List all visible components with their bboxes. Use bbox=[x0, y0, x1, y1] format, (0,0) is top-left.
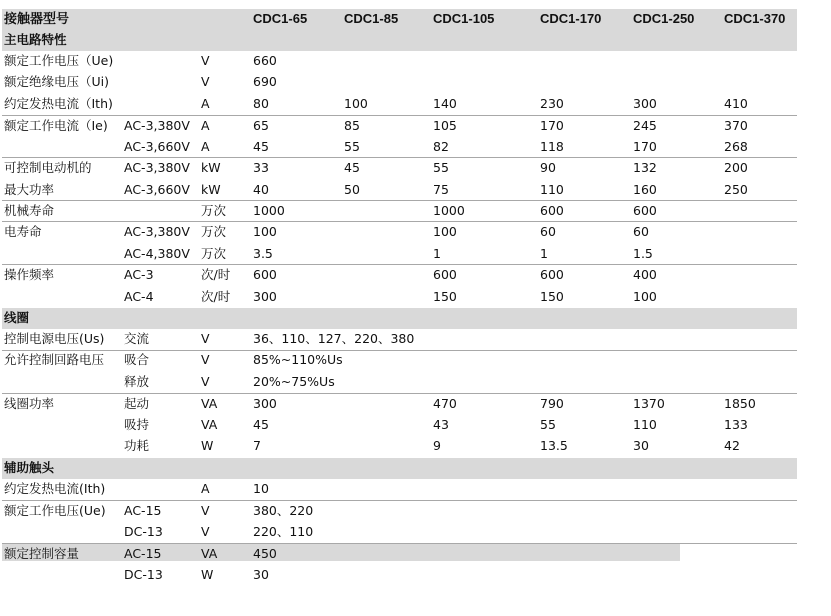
row-divider bbox=[2, 350, 797, 351]
value-cell: 600 bbox=[540, 203, 564, 218]
value-cell: 450 bbox=[253, 546, 277, 561]
value-cell: 30 bbox=[253, 567, 269, 582]
parameter-label: 可控制电动机的 bbox=[4, 160, 92, 175]
unit-label: kW bbox=[201, 182, 221, 197]
value-cell: 1000 bbox=[433, 203, 465, 218]
value-cell: 65 bbox=[253, 118, 269, 133]
parameter-label: 控制电源电压(Us) bbox=[4, 331, 105, 346]
row-divider bbox=[2, 500, 797, 501]
value-cell: 20%~75%Us bbox=[253, 374, 335, 389]
value-cell: 300 bbox=[253, 396, 277, 411]
value-cell: 105 bbox=[433, 118, 457, 133]
condition-label: 交流 bbox=[124, 331, 150, 346]
value-cell: 600 bbox=[253, 267, 277, 282]
value-cell: 1850 bbox=[724, 396, 756, 411]
section-title: 线圈 bbox=[4, 310, 30, 325]
parameter-label: 约定发热电流（Ith) bbox=[4, 96, 113, 111]
value-cell: 13.5 bbox=[540, 438, 568, 453]
value-cell: 45 bbox=[253, 417, 269, 432]
unit-label: V bbox=[201, 524, 210, 539]
value-cell: 85%~110%Us bbox=[253, 352, 343, 367]
unit-label: 次/时 bbox=[201, 267, 231, 282]
section-band bbox=[2, 30, 797, 51]
value-cell: 43 bbox=[433, 417, 449, 432]
value-cell: 250 bbox=[724, 182, 748, 197]
value-cell: 150 bbox=[540, 289, 564, 304]
model-header: CDC1-250 bbox=[633, 11, 695, 26]
value-cell: 220、110 bbox=[253, 524, 314, 539]
value-cell: 75 bbox=[433, 182, 449, 197]
parameter-label: 额定工作电流（Ie) bbox=[4, 118, 108, 133]
value-cell: 790 bbox=[540, 396, 564, 411]
value-cell: 60 bbox=[633, 224, 649, 239]
value-cell: 245 bbox=[633, 118, 657, 133]
value-cell: 170 bbox=[633, 139, 657, 154]
section-title: 主电路特性 bbox=[4, 32, 67, 47]
value-cell: 7 bbox=[253, 438, 261, 453]
value-cell: 690 bbox=[253, 74, 277, 89]
condition-label: AC-15 bbox=[124, 546, 162, 561]
model-header: CDC1-85 bbox=[344, 11, 399, 26]
unit-label: 万次 bbox=[201, 246, 227, 261]
value-cell: 85 bbox=[344, 118, 360, 133]
value-cell: 600 bbox=[633, 203, 657, 218]
unit-label: VA bbox=[201, 546, 218, 561]
unit-label: W bbox=[201, 438, 214, 453]
value-cell: 600 bbox=[433, 267, 457, 282]
condition-label: DC-13 bbox=[124, 567, 163, 582]
row-divider bbox=[2, 115, 797, 116]
unit-label: V bbox=[201, 503, 210, 518]
condition-label: AC-4 bbox=[124, 289, 154, 304]
condition-label: AC-4,380V bbox=[124, 246, 190, 261]
row-divider bbox=[2, 200, 797, 201]
table-title: 接触器型号 bbox=[4, 11, 70, 26]
value-cell: 300 bbox=[633, 96, 657, 111]
value-cell: 30 bbox=[633, 438, 649, 453]
unit-label: V bbox=[201, 352, 210, 367]
unit-label: VA bbox=[201, 417, 218, 432]
value-cell: 200 bbox=[724, 160, 748, 175]
value-cell: 100 bbox=[253, 224, 277, 239]
value-cell: 100 bbox=[433, 224, 457, 239]
value-cell: 132 bbox=[633, 160, 657, 175]
unit-label: A bbox=[201, 118, 210, 133]
value-cell: 140 bbox=[433, 96, 457, 111]
section-title: 辅助触头 bbox=[4, 460, 55, 475]
condition-label: 起动 bbox=[124, 396, 150, 411]
unit-label: 次/时 bbox=[201, 289, 231, 304]
value-cell: 55 bbox=[540, 417, 556, 432]
condition-label: AC-3 bbox=[124, 267, 154, 282]
model-header: CDC1-65 bbox=[253, 11, 308, 26]
unit-label: V bbox=[201, 374, 210, 389]
value-cell: 230 bbox=[540, 96, 564, 111]
value-cell: 10 bbox=[253, 481, 269, 496]
value-cell: 45 bbox=[344, 160, 360, 175]
value-cell: 60 bbox=[540, 224, 556, 239]
unit-label: A bbox=[201, 481, 210, 496]
parameter-label: 额定工作电压（Ue) bbox=[4, 53, 114, 68]
value-cell: 118 bbox=[540, 139, 564, 154]
unit-label: 万次 bbox=[201, 224, 227, 239]
parameter-label: 电寿命 bbox=[4, 224, 42, 239]
value-cell: 82 bbox=[433, 139, 449, 154]
row-band bbox=[2, 544, 680, 561]
value-cell: 410 bbox=[724, 96, 748, 111]
condition-label: AC-3,380V bbox=[124, 224, 190, 239]
value-cell: 1.5 bbox=[633, 246, 653, 261]
unit-label: 万次 bbox=[201, 203, 227, 218]
row-divider bbox=[2, 543, 797, 544]
value-cell: 100 bbox=[344, 96, 368, 111]
condition-label: 吸持 bbox=[124, 417, 150, 432]
model-header: CDC1-105 bbox=[433, 11, 495, 26]
model-header: CDC1-170 bbox=[540, 11, 602, 26]
value-cell: 36、110、127、220、380 bbox=[253, 331, 415, 346]
condition-label: AC-3,660V bbox=[124, 139, 190, 154]
value-cell: 470 bbox=[433, 396, 457, 411]
condition-label: DC-13 bbox=[124, 524, 163, 539]
value-cell: 90 bbox=[540, 160, 556, 175]
unit-label: V bbox=[201, 53, 210, 68]
condition-label: 吸合 bbox=[124, 352, 150, 367]
condition-label: AC-15 bbox=[124, 503, 162, 518]
unit-label: VA bbox=[201, 396, 218, 411]
parameter-label: 额定控制容量 bbox=[4, 546, 80, 561]
value-cell: 110 bbox=[540, 182, 564, 197]
value-cell: 55 bbox=[344, 139, 360, 154]
value-cell: 1 bbox=[433, 246, 441, 261]
row-divider bbox=[2, 157, 797, 158]
value-cell: 380、220 bbox=[253, 503, 314, 518]
row-divider bbox=[2, 221, 797, 222]
value-cell: 1370 bbox=[633, 396, 665, 411]
value-cell: 160 bbox=[633, 182, 657, 197]
value-cell: 660 bbox=[253, 53, 277, 68]
value-cell: 33 bbox=[253, 160, 269, 175]
value-cell: 300 bbox=[253, 289, 277, 304]
parameter-label: 额定工作电压(Ue) bbox=[4, 503, 106, 518]
condition-label: AC-3,380V bbox=[124, 118, 190, 133]
parameter-label: 线圈功率 bbox=[4, 396, 55, 411]
value-cell: 100 bbox=[633, 289, 657, 304]
value-cell: 170 bbox=[540, 118, 564, 133]
parameter-label: 最大功率 bbox=[4, 182, 55, 197]
parameter-label: 额定绝缘电压（Ui) bbox=[4, 74, 109, 89]
condition-label: AC-3,380V bbox=[124, 160, 190, 175]
unit-label: A bbox=[201, 96, 210, 111]
value-cell: 600 bbox=[540, 267, 564, 282]
value-cell: 9 bbox=[433, 438, 441, 453]
row-divider bbox=[2, 264, 797, 265]
parameter-label: 允许控制回路电压 bbox=[4, 352, 105, 367]
parameter-label: 操作频率 bbox=[4, 267, 55, 282]
value-cell: 268 bbox=[724, 139, 748, 154]
condition-label: 功耗 bbox=[124, 438, 150, 453]
value-cell: 133 bbox=[724, 417, 748, 432]
value-cell: 3.5 bbox=[253, 246, 273, 261]
parameter-label: 机械寿命 bbox=[4, 203, 55, 218]
model-header: CDC1-370 bbox=[724, 11, 786, 26]
unit-label: W bbox=[201, 567, 214, 582]
parameter-label: 约定发热电流(Ith) bbox=[4, 481, 106, 496]
row-divider bbox=[2, 393, 797, 394]
value-cell: 80 bbox=[253, 96, 269, 111]
condition-label: AC-3,660V bbox=[124, 182, 190, 197]
section-band bbox=[2, 458, 797, 479]
condition-label: 释放 bbox=[124, 374, 150, 389]
value-cell: 400 bbox=[633, 267, 657, 282]
value-cell: 55 bbox=[433, 160, 449, 175]
unit-label: A bbox=[201, 139, 210, 154]
value-cell: 42 bbox=[724, 438, 740, 453]
value-cell: 370 bbox=[724, 118, 748, 133]
value-cell: 150 bbox=[433, 289, 457, 304]
unit-label: V bbox=[201, 74, 210, 89]
value-cell: 45 bbox=[253, 139, 269, 154]
value-cell: 50 bbox=[344, 182, 360, 197]
unit-label: V bbox=[201, 331, 210, 346]
value-cell: 40 bbox=[253, 182, 269, 197]
value-cell: 110 bbox=[633, 417, 657, 432]
section-band bbox=[2, 308, 797, 329]
value-cell: 1000 bbox=[253, 203, 285, 218]
value-cell: 1 bbox=[540, 246, 548, 261]
unit-label: kW bbox=[201, 160, 221, 175]
